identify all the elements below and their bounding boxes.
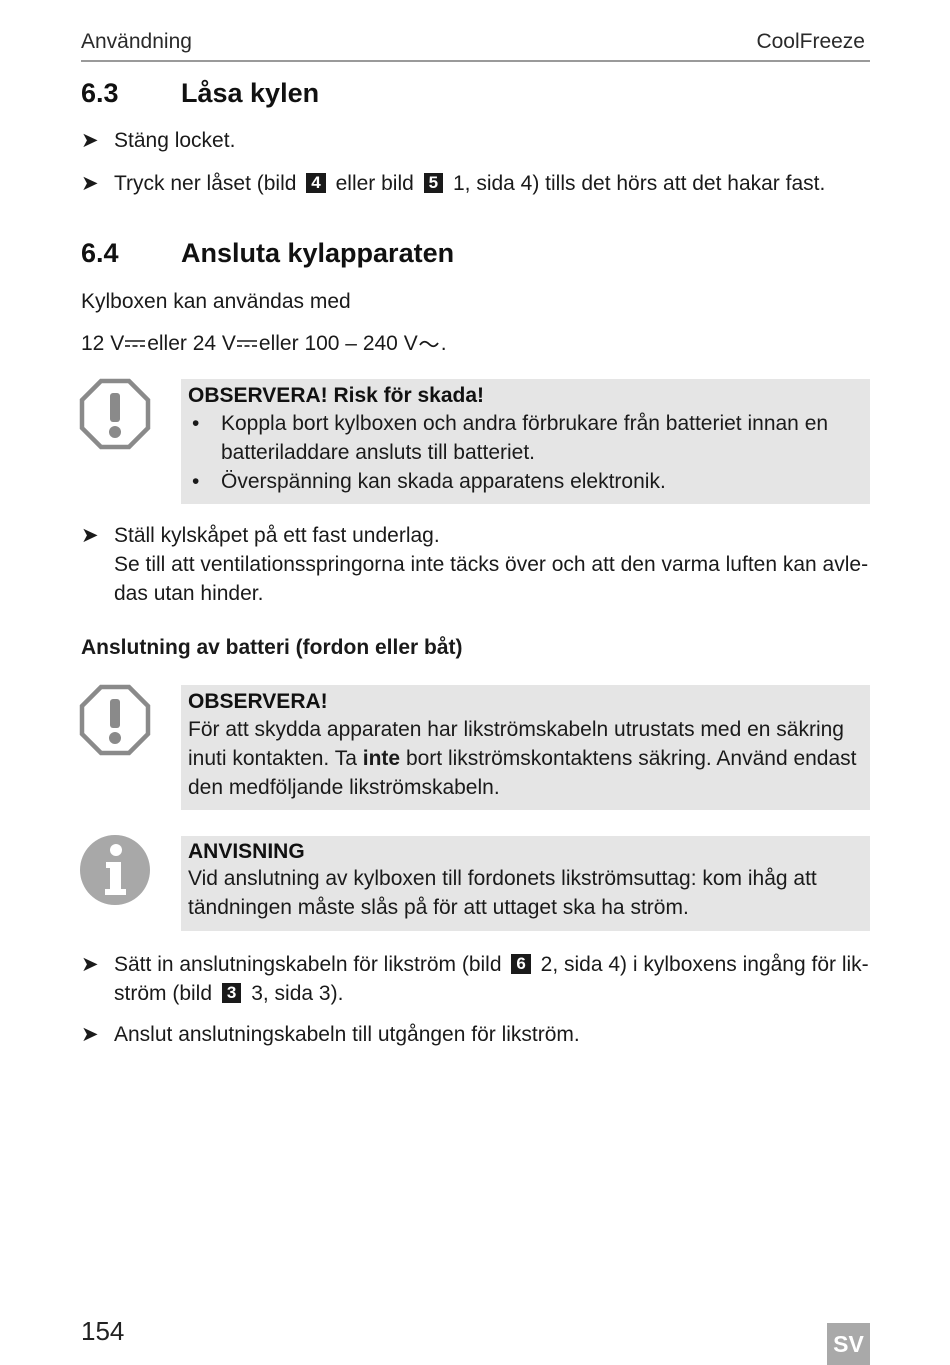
arrow-icon: ➤ (81, 172, 99, 195)
dc-symbol-icon (125, 338, 145, 350)
page-number: 154 (81, 1316, 125, 1346)
header-rule (81, 60, 870, 62)
section-6-3-heading (81, 78, 781, 112)
step-text-part: 2, sida 4) i kylboxens ingång för lik-ström (bild (114, 953, 869, 1005)
voltage-text: . (440, 332, 447, 355)
warning-text-part: För att skydda apparaten har likströmskabeln utrustats med en säkring inuti kontakten. Ta (188, 718, 844, 770)
step-text-part: Tryck ner låset (bild (114, 172, 297, 195)
step-text-part: Sätt in anslutningskabeln för likström (bild (114, 953, 502, 976)
figure-badge: 5 (424, 173, 443, 193)
step-text-part: eller bild (335, 172, 414, 195)
warning-box (181, 379, 870, 504)
step-close-lid (81, 126, 871, 155)
arrow-icon: ➤ (81, 524, 99, 547)
note-title: ANVISNING (188, 840, 305, 863)
warning-box (181, 685, 870, 810)
warning-bullet (188, 409, 870, 467)
section-title: Låsa kylen (181, 78, 320, 108)
arrow-icon: ➤ (81, 953, 99, 976)
step-text-line: Se till att ventilationsspringorna inte täcks över och att den varma luften kan avle-das utan hinder. (114, 553, 869, 605)
step-place-fridge (81, 521, 871, 608)
step-insert-cable (81, 950, 871, 1008)
voltage-text: eller 24 V (147, 332, 236, 355)
step-text (114, 521, 871, 608)
warning-title: OBSERVERA! (188, 690, 328, 713)
warning-octagon-icon (79, 378, 151, 450)
note-box (181, 836, 870, 931)
language-badge: SV (827, 1323, 870, 1365)
section-title: Ansluta kylapparaten (181, 238, 455, 268)
step-text: Anslut anslutningskabeln till utgången för likström. (114, 1023, 580, 1046)
figure-badge: 4 (306, 173, 325, 193)
warning-text-bold: inte (362, 747, 401, 770)
dc-symbol-icon (237, 338, 257, 350)
voltage-text: eller 100 – 240 V (258, 332, 418, 355)
warning-title: OBSERVERA! Risk för skada! (188, 384, 485, 407)
warning-text (188, 715, 862, 802)
note-text: Vid anslutning av kylboxen till fordonets likströmsuttag: kom ihåg att tändningen måste slås på för att uttaget ska ha ström. (188, 867, 817, 919)
step-text-line: Ställ kylskåpet på ett fast underlag. (114, 524, 440, 547)
voltage-line (81, 329, 447, 358)
intro-text: Kylboxen kan användas med (81, 290, 351, 313)
step-text (114, 169, 871, 198)
arrow-icon: ➤ (81, 129, 99, 152)
bullet-dot: • (192, 470, 200, 493)
step-connect-cable (81, 1020, 871, 1049)
step-text (114, 950, 871, 1008)
ac-symbol-icon (419, 338, 439, 350)
voltage-text: 12 V (81, 332, 125, 355)
step-text-part: 3, sida 3). (251, 982, 344, 1005)
bullet-dot: • (192, 412, 200, 435)
warning-bullet (188, 467, 870, 496)
subheading: Anslutning av batteri (fordon eller båt) (81, 636, 463, 659)
figure-badge: 6 (511, 954, 530, 974)
info-icon (79, 834, 151, 906)
figure-badge: 3 (222, 983, 241, 1003)
step-text: Stäng locket. (114, 129, 236, 152)
step-press-lock (81, 169, 871, 198)
bullet-text: Överspänning kan skada apparatens elektronik. (221, 470, 666, 493)
warning-text-part: bort likströmskontaktens säkring. Använd endast den medföljande likströmskabeln. (188, 747, 857, 799)
section-6-4-heading (81, 238, 781, 272)
warning-octagon-icon (79, 684, 151, 756)
bullet-text: Koppla bort kylboxen och andra förbrukare från batteriet innan en batteriladdare ansluts till batteriet. (221, 412, 829, 464)
section-number: 6.4 (81, 238, 119, 268)
header-right: CoolFreeze (756, 30, 865, 53)
step-text-part: 1, sida 4) tills det hörs att det hakar fast. (452, 172, 826, 195)
section-number: 6.3 (81, 78, 119, 108)
header-left: Användning (81, 30, 192, 53)
arrow-icon: ➤ (81, 1023, 99, 1046)
